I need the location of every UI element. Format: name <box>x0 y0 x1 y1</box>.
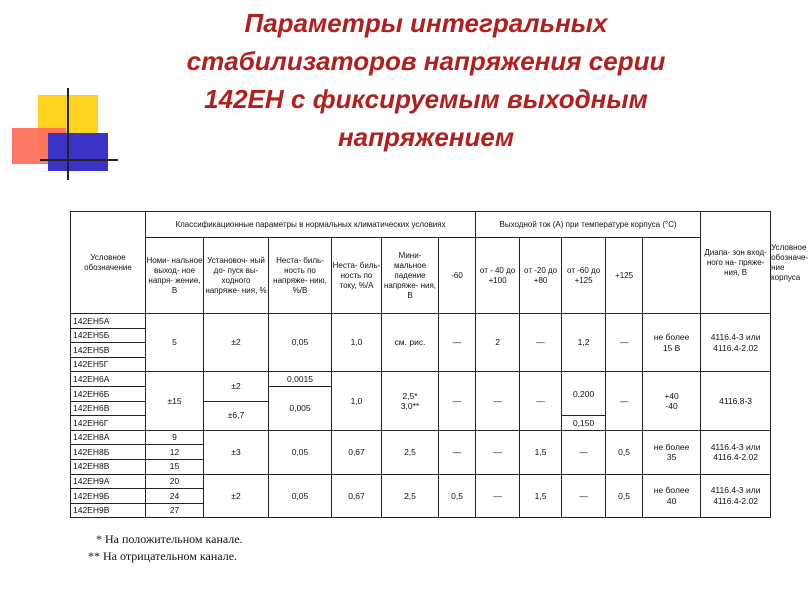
header-classification-group: Классификационные параметры в нормальных климатических условиях <box>146 212 476 238</box>
table-row <box>71 372 771 387</box>
title-line: стабилизаторов напряжения серии <box>186 46 666 76</box>
header-output-current-group: Выходной ток (А) при температуре корпуса (°С) <box>476 212 701 238</box>
instability-voltage-cell: 0,0015 <box>269 372 332 387</box>
footnote-positive-channel: * На положительном канале. <box>96 532 243 546</box>
current-minus60-cell: — <box>439 314 476 372</box>
nominal-cell: 20 <box>146 474 204 489</box>
instability-voltage-cell: 0,005 <box>269 386 332 430</box>
designation-cell: 142ЕН5В <box>71 343 146 358</box>
decor-vertical-line <box>67 88 69 180</box>
parameters-table: Условное обозначение Классификационные параметры в нормальных климатических условиях Выходной ток (А) при температуре корпуса (°С) Диапа- зон вход- ного на- пряже- ния, В Условное обозначе- ние корпуса Номи- нальное выход- ное напря- жение, В Установоч- ный до- пуск вы- ходного напряже- ния, % Неста- биль- ность по напряже- нию, %/В Неста- биль- ность по току, %/А Мини- мальное падение напряже- ния, В -60 от - 40 до +100 от -20 до +80 от -60 до +125 +125 142ЕН5А 5 ±2 0,05 1,0 см. рис. — 2 — 1,2 — не более 15 В 4116.4-3 или 4116.4-2.02 142ЕН5Б 142ЕН5В 142ЕН5Г 142ЕН6А ±15 ±2 0,0015 1,0 2,5* 3,0** — — — 0,200 — +40 -40 4116.8-3 142ЕН6Б 0,005 142ЕН6В ±6,7 142ЕН6Г 0,150 142ЕН8А 9 ±3 0,05 0,67 2,5 — — 1,5 — 0,5 не более 35 4116.4-3 или 4116.4-2.02 142ЕН8Б 12 142ЕН8В 15 142ЕН9А 20 ±2 0,05 0,67 2,5 0,5 — 1,5 — 0,5 не более 40 4116.4-3 или 4116.4-2.02 142ЕН9Б 24 142ЕН9В 27 <box>70 211 771 518</box>
current-plus125-cell: — <box>606 372 643 430</box>
nominal-cell: 9 <box>146 430 204 445</box>
tolerance-cell: ±2 <box>204 314 269 372</box>
instability-current-cell: 0,67 <box>332 430 382 474</box>
current-plus125-cell: — <box>606 314 643 372</box>
header-temp-plus125: +125 <box>606 238 643 314</box>
nominal-cell: 24 <box>146 489 204 504</box>
nominal-cell: 12 <box>146 445 204 460</box>
designation-cell: 142ЕН8Б <box>71 445 146 460</box>
current-minus60-plus125-cell: 0,200 <box>562 372 606 416</box>
nominal-cell: ±15 <box>146 372 204 430</box>
nominal-cell: 27 <box>146 503 204 518</box>
input-range-cell: не более 35 <box>643 430 701 474</box>
current-minus60-cell: 0,5 <box>439 474 476 518</box>
tolerance-cell: ±2 <box>204 372 269 401</box>
header-temp-minus60-plus125: от -60 до +125 <box>562 238 606 314</box>
input-range-cell: не более 40 <box>643 474 701 518</box>
current-minus40-plus100-cell: — <box>476 372 520 430</box>
header-tolerance: Установоч- ный до- пуск вы- ходного напряже- ния, % <box>204 238 269 314</box>
min-drop-cell: см. рис. <box>382 314 439 372</box>
designation-cell: 142ЕН8А <box>71 430 146 445</box>
instability-voltage-cell: 0,05 <box>269 314 332 372</box>
case-cell: 4116.8-3 <box>701 372 771 430</box>
designation-cell: 142ЕН6В <box>71 401 146 416</box>
min-drop-cell: 2,5 <box>382 474 439 518</box>
current-minus20-plus80-cell: — <box>520 372 562 430</box>
designation-cell: 142ЕН6Г <box>71 416 146 431</box>
current-minus60-cell: — <box>439 430 476 474</box>
instability-current-cell: 1,0 <box>332 372 382 430</box>
current-minus60-plus125-cell: 1,2 <box>562 314 606 372</box>
designation-cell: 142ЕН6Б <box>71 386 146 401</box>
current-minus60-plus125-cell: — <box>562 474 606 518</box>
title-line: Параметры интегральных <box>244 8 608 38</box>
header-input-range: Диапа- зон вход- ного на- пряже- ния, В <box>701 212 771 314</box>
header-temp-minus20-plus80: от -20 до +80 <box>520 238 562 314</box>
footnotes <box>88 531 243 565</box>
table-row <box>71 314 771 329</box>
current-minus60-cell: — <box>439 372 476 430</box>
current-plus125-cell: 0,5 <box>606 474 643 518</box>
instability-current-cell: 1,0 <box>332 314 382 372</box>
tolerance-cell: ±2 <box>204 474 269 518</box>
current-minus60-plus125-cell: — <box>562 430 606 474</box>
parameters-table-container <box>70 211 808 518</box>
designation-cell: 142ЕН5А <box>71 314 146 329</box>
designation-cell: 142ЕН8В <box>71 459 146 474</box>
page-title <box>96 4 756 156</box>
current-minus40-plus100-cell: — <box>476 430 520 474</box>
designation-cell: 142ЕН9В <box>71 503 146 518</box>
input-range-cell: не более 15 В <box>643 314 701 372</box>
min-drop-cell: 2,5 <box>382 430 439 474</box>
current-minus20-plus80-cell: 1,5 <box>520 430 562 474</box>
designation-cell: 142ЕН9А <box>71 474 146 489</box>
header-instability-current: Неста- биль- ность по току, %/А <box>332 238 382 314</box>
title-line: напряжением <box>337 122 515 152</box>
input-range-cell: +40 -40 <box>643 372 701 430</box>
min-drop-cell: 2,5* 3,0** <box>382 372 439 430</box>
instability-current-cell: 0,67 <box>332 474 382 518</box>
current-minus20-plus80-cell: 1,5 <box>520 474 562 518</box>
header-designation: Условное обозначение <box>71 212 146 314</box>
current-minus40-plus100-cell: — <box>476 474 520 518</box>
header-temp-minus60: -60 <box>439 238 476 314</box>
footnote-negative-channel: ** На отрицательном канале. <box>88 549 238 563</box>
table-row <box>71 430 771 445</box>
current-minus20-plus80-cell: — <box>520 314 562 372</box>
case-cell: 4116.4-3 или 4116.4-2.02 <box>701 430 771 474</box>
decor-horizontal-line <box>40 159 118 161</box>
header-temp-minus40-plus100: от - 40 до +100 <box>476 238 520 314</box>
designation-cell: 142ЕН5Б <box>71 328 146 343</box>
case-cell: 4116.4-3 или 4116.4-2.02 <box>701 314 771 372</box>
title-line: 142ЕН с фиксируемым выходным <box>204 84 648 114</box>
designation-cell: 142ЕН9Б <box>71 489 146 504</box>
nominal-cell: 15 <box>146 459 204 474</box>
instability-voltage-cell: 0,05 <box>269 430 332 474</box>
instability-voltage-cell: 0,05 <box>269 474 332 518</box>
current-minus40-plus100-cell: 2 <box>476 314 520 372</box>
case-cell: 4116.4-3 или 4116.4-2.02 <box>701 474 771 518</box>
table-row <box>71 474 771 489</box>
current-minus60-plus125-cell: 0,150 <box>562 416 606 431</box>
current-plus125-cell: 0,5 <box>606 430 643 474</box>
designation-cell: 142ЕН5Г <box>71 357 146 372</box>
header-instability-voltage: Неста- биль- ность по напряже- нию, %/В <box>269 238 332 314</box>
header-nominal-voltage: Номи- нальное выход- ное напря- жение, В <box>146 238 204 314</box>
tolerance-cell: ±6,7 <box>204 401 269 430</box>
nominal-cell: 5 <box>146 314 204 372</box>
designation-cell: 142ЕН6А <box>71 372 146 387</box>
header-min-drop: Мини- мальное падение напряже- ния, В <box>382 238 439 314</box>
tolerance-cell: ±3 <box>204 430 269 474</box>
